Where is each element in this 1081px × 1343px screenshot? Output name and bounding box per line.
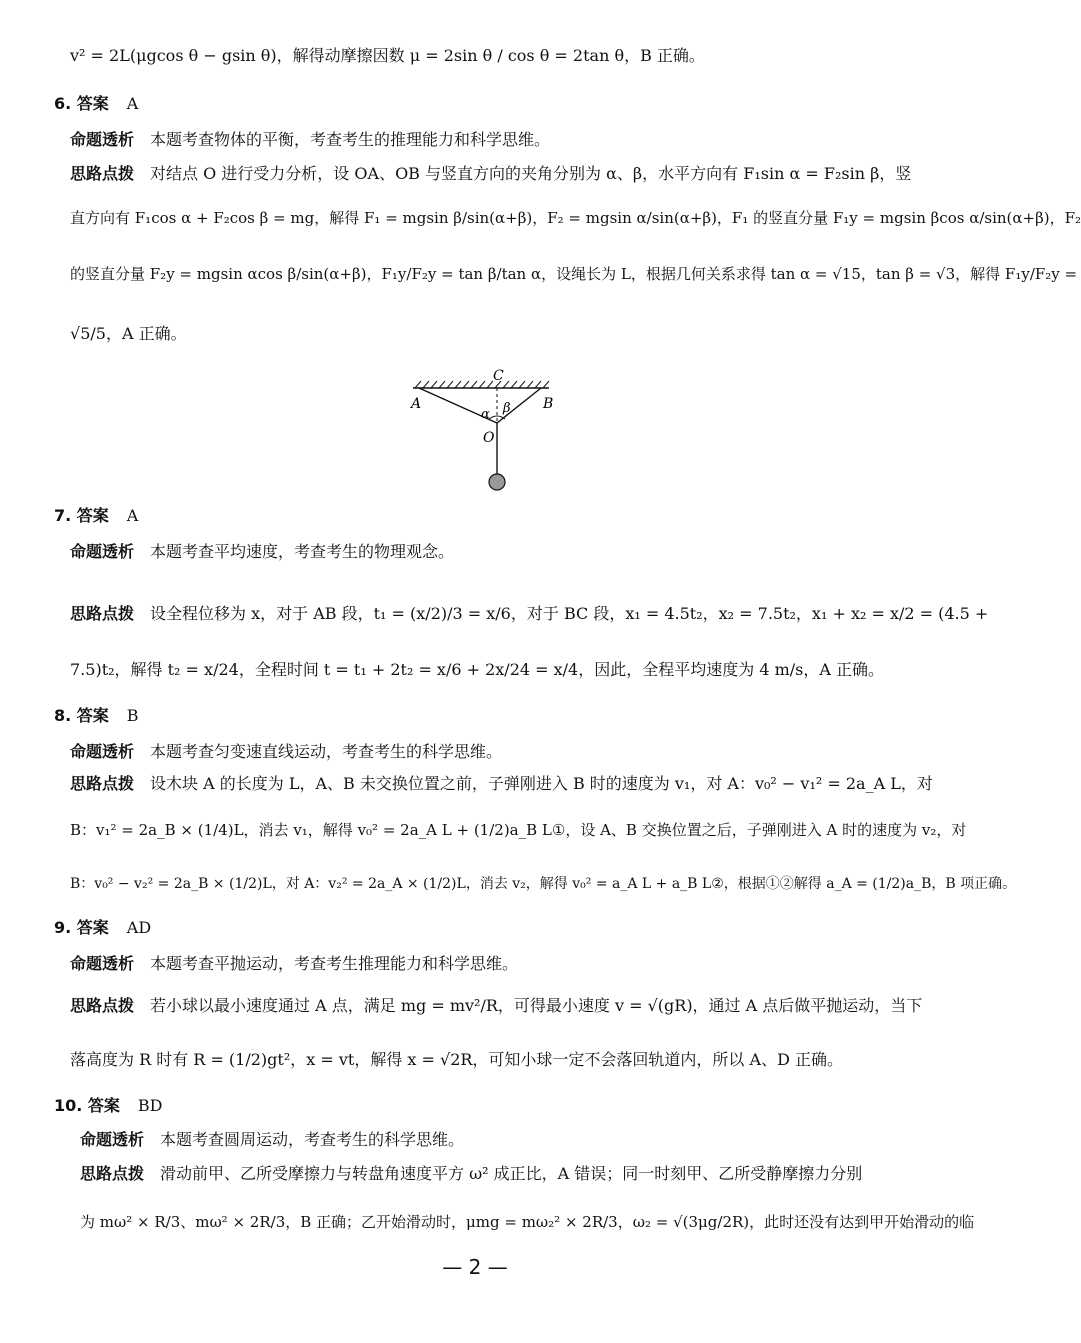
q8-hint-3: B：v₀² − v₂² = 2a_B × (1/2)L，对 A：v₂² = 2a_A × (1/2)L，消去 v₂，解得 v₀² = a_A L + a_B L②，根据①②解得 a_A = (1/2)a_B，B 项正确。 xyxy=(70,876,1017,892)
q10-analysis: 命题透析 本题考查圆周运动，考查考生的科学思维。 xyxy=(80,1130,465,1149)
q8-analysis: 命题透析 本题考查匀变速直线运动，考查考生的科学思维。 xyxy=(70,742,503,761)
label-beta: β xyxy=(503,401,511,416)
q8-hint-1: 思路点拨 设木块 A 的长度为 L，A、B 未交换位置之前，子弹刚进入 B 时的速度为 v₁，对 A：v₀² − v₁² = 2a_A L，对 xyxy=(70,774,933,793)
q9-hint-2: 落高度为 R 时有 R = (1/2)gt²，x = vt，解得 x = √2R，可知小球一定不会落回轨道内，所以 A、D 正确。 xyxy=(70,1050,843,1069)
weight-ball xyxy=(489,474,505,490)
q10-answer-header: 10. 答案 BD xyxy=(54,1096,163,1115)
q9-answer-header: 9. 答案 AD xyxy=(54,918,152,937)
page-number: — 2 — xyxy=(442,1255,508,1279)
line-q5-tail: v² = 2L(μgcos θ − gsin θ)，解得动摩擦因数 μ = 2sin θ / cos θ = 2tan θ，B 正确。 xyxy=(70,46,705,65)
q6-hint-4: √5/5，A 正确。 xyxy=(70,324,187,343)
q7-hint-1: 思路点拨 设全程位移为 x，对于 AB 段，t₁ = (x/2)/3 = x/6，对于 BC 段，x₁ = 4.5t₂，x₂ = 7.5t₂，x₁ + x₂ = x/2 = (4.5 + xyxy=(70,604,989,623)
q10-hint-1: 思路点拨 滑动前甲、乙所受摩擦力与转盘角速度平方 ω² 成正比，A 错误；同一时刻甲、乙所受静摩擦力分别 xyxy=(80,1164,863,1183)
q6-hint-3: 的竖直分量 F₂y = mgsin αcos β/sin(α+β)，F₁y/F₂y = tan β/tan α，设绳长为 L，根据几何关系求得 tan α = √15，tan β = √3，解得 F₁y/F₂y = xyxy=(70,265,1078,283)
label-alpha: α xyxy=(481,407,490,422)
q6-answer-header: 6. 答案 A xyxy=(54,94,139,113)
q6-analysis: 命题透析 本题考查物体的平衡，考查考生的推理能力和科学思维。 xyxy=(70,130,551,149)
label-b: B xyxy=(543,396,554,412)
ceiling-hatch xyxy=(415,381,549,388)
q8-hint-2: B：v₁² = 2a_B × (1/4)L，消去 v₁，解得 v₀² = 2a_A L + (1/2)a_B L①，设 A、B 交换位置之后，子弹刚进入 A 时的速度为 v₂，对 xyxy=(70,821,967,839)
q9-hint-1: 思路点拨 若小球以最小速度通过 A 点，满足 mg = mv²/R，可得最小速度 v = √(gR)，通过 A 点后做平抛运动，当下 xyxy=(70,996,923,1015)
q7-hint-2: 7.5)t₂，解得 t₂ = x/24，全程时间 t = t₁ + 2t₂ = x/6 + 2x/24 = x/4，因此，全程平均速度为 4 m/s，A 正确。 xyxy=(70,660,884,679)
q9-analysis: 命题透析 本题考查平抛运动，考查考生推理能力和科学思维。 xyxy=(70,954,519,973)
q7-analysis: 命题透析 本题考查平均速度，考查考生的物理观念。 xyxy=(70,542,455,561)
q7-answer-header: 7. 答案 A xyxy=(54,506,139,525)
q6-hint-2: 直方向有 F₁cos α + F₂cos β = mg，解得 F₁ = mgsin β/sin(α+β)，F₂ = mgsin α/sin(α+β)，F₁ 的竖直分量 F₁y = mgsin βcos α/sin(α+β)，F₂ xyxy=(70,209,1081,227)
label-a: A xyxy=(411,396,422,412)
q10-hint-2: 为 mω² × R/3、mω² × 2R/3，B 正确；乙开始滑动时，μmg = mω₂² × 2R/3，ω₂ = √(3μg/2R)，此时还没有达到甲开始滑动的临 xyxy=(80,1213,975,1231)
q6-hint-1: 思路点拨 对结点 O 进行受力分析，设 OA、OB 与竖直方向的夹角分别为 α、β，水平方向有 F₁sin α = F₂sin β，竖 xyxy=(70,164,912,183)
label-c: C xyxy=(493,368,504,384)
label-o: O xyxy=(483,430,495,446)
q8-answer-header: 8. 答案 B xyxy=(54,706,139,725)
force-diagram xyxy=(405,366,555,496)
